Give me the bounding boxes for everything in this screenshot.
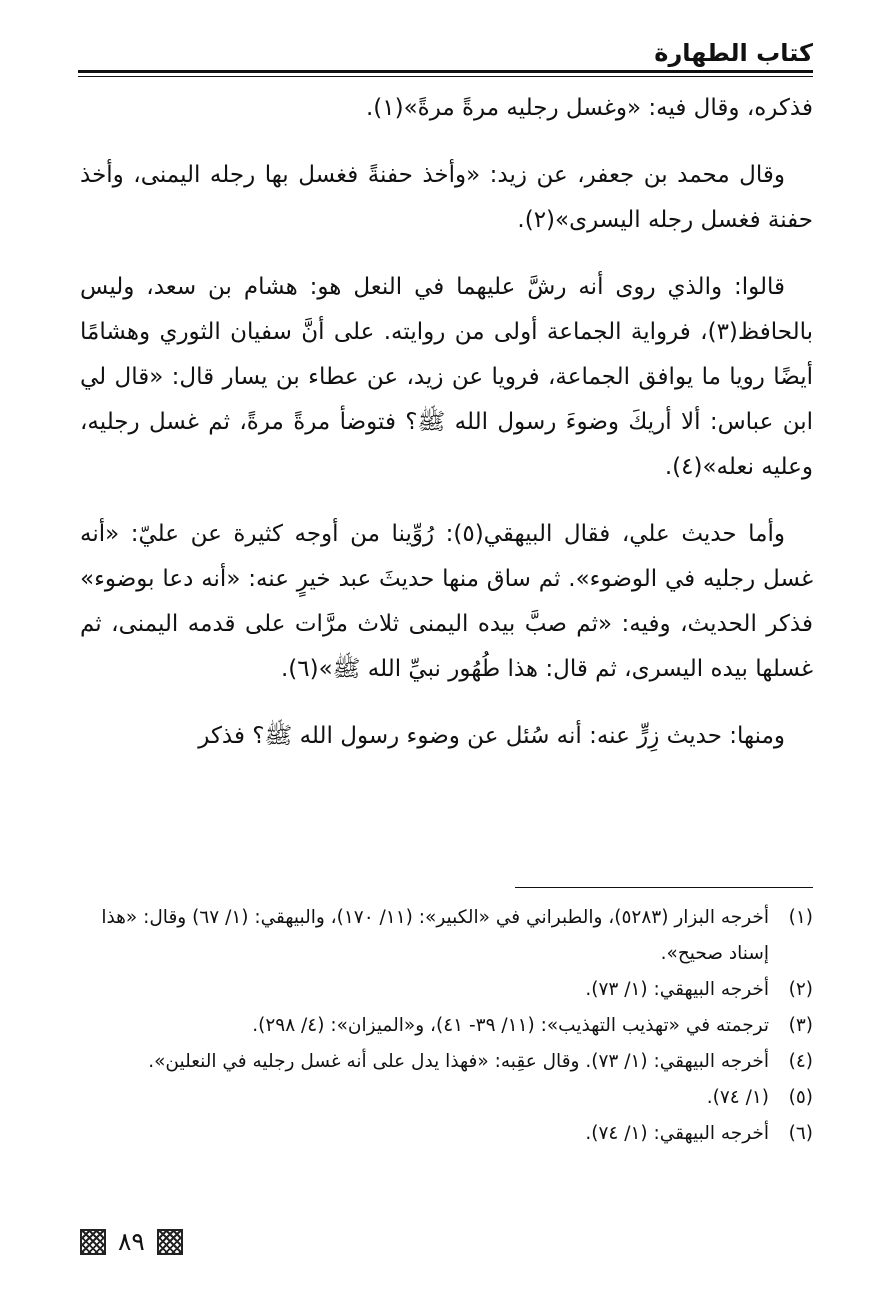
footnote-number: (١) xyxy=(788,907,813,928)
footnote-6 xyxy=(80,1116,813,1152)
footnote-text: ترجمته في «تهذيب التهذيب»: (١١/ ٣٩- ٤١)، و«الميزان»: (٤/ ٢٩٨). xyxy=(252,1015,769,1036)
footnote-5 xyxy=(80,1080,813,1116)
footnote-number: (٣) xyxy=(788,1015,813,1036)
footnote-number: (٦) xyxy=(788,1123,813,1144)
footnote-4 xyxy=(80,1044,813,1080)
header-rule-thin xyxy=(78,76,813,77)
footnote-text: أخرجه البيهقي: (١/ ٧٤). xyxy=(585,1123,769,1144)
footnote-2 xyxy=(80,972,813,1008)
footnote-1 xyxy=(80,900,813,972)
footnote-number: (٤) xyxy=(788,1051,813,1072)
square-ornament-icon xyxy=(157,1229,183,1255)
paragraph-2: وقال محمد بن جعفر، عن زيد: «وأخذ حفنةً فغسل بها رجله اليمنى، وأخذ حفنة فغسل رجله اليسرى»(٢). xyxy=(80,162,813,233)
header-rule-thick xyxy=(78,70,813,73)
page-folio xyxy=(80,1222,183,1262)
footnote-separator xyxy=(515,887,813,888)
footnotes-list xyxy=(80,900,813,1152)
paragraph-5: ومنها: حديث زِرٍّ عنه: أنه سُئل عن وضوء رسول الله ﷺ؟ فذكر xyxy=(198,723,785,749)
running-header-title: كتاب الطهارة xyxy=(654,39,813,67)
paragraph-4: وأما حديث علي، فقال البيهقي(٥): رُوِّينا من أوجه كثيرة عن عليّ: «أنه غسل رجليه في الوضوء». ثم ساق منها حديثَ عبد خيرٍ عنه: «أنه دعا بوضوء» فذكر الحديث، وفيه: «ثم صبَّ بيده اليمنى ثلاث مرَّات على قدمه اليمنى، ثم غسلها بيده اليسرى، ثم قال: هذا طُهُور نبيِّ الله ﷺ»(٦). xyxy=(80,521,813,682)
paragraph-1: فذكره، وقال فيه: «وغسل رجليه مرةً مرةً»(١). xyxy=(365,95,813,121)
footnote-text: أخرجه البيهقي: (١/ ٧٣). xyxy=(585,979,769,1000)
footnote-text: أخرجه البيهقي: (١/ ٧٣). وقال عقِبه: «فهذا يدل على أنه غسل رجليه في النعلين». xyxy=(148,1051,769,1072)
footnote-number: (٥) xyxy=(788,1087,813,1108)
footnote-text: (١/ ٧٤). xyxy=(706,1087,769,1108)
main-text xyxy=(80,86,813,781)
paragraph-3: قالوا: والذي روى أنه رشَّ عليهما في النعل هو: هشام بن سعد، وليس بالحافظ(٣)، فرواية الجماعة أولى من روايته. على أنَّ سفيان الثوري وهشامًا أيضًا رويا ما يوافق الجماعة، فرويا عن زيد، عن عطاء بن يسار قال: «قال لي ابن عباس: ألا أريكَ وضوءَ رسول الله ﷺ؟ فتوضأ مرةً مرةً، ثم غسل رجليه، وعليه نعله»(٤). xyxy=(80,274,813,480)
footnote-3 xyxy=(80,1008,813,1044)
footnote-text: أخرجه البزار (٥٢٨٣)، والطبراني في «الكبير»: (١١/ ١٧٠)، والبيهقي: (١/ ٦٧) وقال: «هذا إسناد صحيح». xyxy=(101,907,769,964)
page-number: ٨٩ xyxy=(118,1227,145,1256)
footnote-number: (٢) xyxy=(788,979,813,1000)
square-ornament-icon xyxy=(80,1229,106,1255)
